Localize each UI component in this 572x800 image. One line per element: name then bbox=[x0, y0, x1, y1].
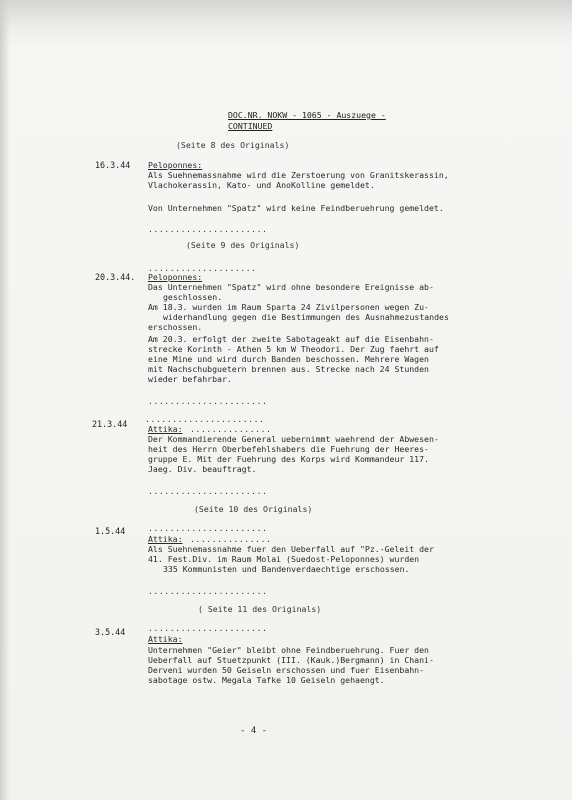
entry-line: Der Kommandierende General uebernimmt waehrend der Abwesen- bbox=[148, 434, 439, 444]
separator-dots: ...................... bbox=[148, 586, 268, 596]
continued-label: CONTINUED bbox=[228, 121, 273, 131]
entry-topic: Attika: bbox=[148, 534, 183, 544]
entry-line: Ueberfall auf Stuetzpunkt (III. (Kauk.)Bergmann) in Chani- bbox=[148, 655, 434, 665]
entry-line: Am 18.3. wurden im Raum Sparta 24 Zivilpersonen wegen Zu- bbox=[148, 302, 429, 312]
separator-dots: ............... bbox=[190, 424, 272, 434]
entry-line: 41. Fest.Div. im Raum Molai (Suedost-Peloponnes) wurden bbox=[148, 554, 420, 564]
entry-line: heit des Herrn Oberbefehlshabers die Fuehrung der Heeres- bbox=[148, 444, 429, 454]
entry-topic: Peloponnes: bbox=[148, 160, 203, 170]
entry-line: Als Suehnemassnahme wird die Zerstoerung von Granitskerassin, bbox=[148, 170, 449, 180]
entry-line: Als Suehnemassnahme fuer den Ueberfall auf "Pz.-Geleit der bbox=[148, 544, 434, 554]
separator-dots: ...................... bbox=[145, 414, 265, 424]
entry-date: 1.5.44 bbox=[95, 526, 126, 536]
original-page-ref: ( Seite 11 des Originals) bbox=[198, 604, 322, 614]
entry-line: Das Unternehmen "Spatz" wird ohne besondere Ereignisse ab- bbox=[148, 282, 434, 292]
separator-dots: ...................... bbox=[148, 523, 268, 533]
separator-dots: ...................... bbox=[148, 623, 268, 633]
entry-line: eine Mine und wird durch Banden beschossen. Mehrere Wagen bbox=[148, 354, 429, 364]
entry-line: strecke Korinth - Athen 5 km W Theodori. Der Zug faehrt auf bbox=[148, 344, 439, 354]
entry-topic: Attika: bbox=[148, 424, 183, 434]
scan-shadow-top bbox=[0, 0, 572, 48]
separator-dots: ...................... bbox=[148, 396, 268, 406]
entry-line: Unternehmen "Geier" bleibt ohne Feindberuehrung. Fuer den bbox=[148, 645, 429, 655]
entry-line: sabotage ostw. Megala Tafke 10 Geiseln gehaengt. bbox=[148, 675, 385, 685]
separator-dots: .................... bbox=[148, 263, 257, 273]
page-number: - 4 - bbox=[240, 726, 268, 736]
original-page-ref: (Seite 10 des Originals) bbox=[194, 504, 313, 514]
entry-topic: Attika: bbox=[148, 634, 183, 644]
original-page-ref: (Seite 9 des Originals) bbox=[186, 240, 300, 250]
separator-dots: ...................... bbox=[148, 224, 268, 234]
separator-dots: ............... bbox=[190, 534, 272, 544]
entry-line: Vlachokerassin, Kato- und AnoKolline gemeldet. bbox=[148, 180, 375, 190]
entry-line: widerhandlung gegen die Bestimmungen des Ausnahmezustandes bbox=[163, 312, 449, 322]
separator-dots: ...................... bbox=[148, 486, 268, 496]
entry-topic: Peloponnes: bbox=[148, 272, 203, 282]
entry-line: gruppe E. Mit der Fuehrung des Korps wird Kommandeur 117. bbox=[148, 454, 429, 464]
scan-shadow-left bbox=[0, 0, 10, 800]
entry-line: wieder befahrbar. bbox=[148, 374, 232, 384]
entry-line: geschlossen. bbox=[163, 292, 223, 302]
entry-date: 20.3.44. bbox=[95, 272, 136, 282]
entry-line: erschossen. bbox=[148, 322, 203, 332]
entry-line: Am 20.3. erfolgt der zweite Sabotageakt auf die Eisenbahn- bbox=[148, 334, 434, 344]
entry-line: 335 Kommunisten und Bandenverdaechtige erschossen. bbox=[163, 564, 410, 574]
entry-line: Jaeg. Div. beauftragt. bbox=[148, 464, 257, 474]
entry-line: mit Nachschubguetern brennen aus. Strecke nach 24 Stunden bbox=[148, 364, 429, 374]
entry-date: 3.5.44 bbox=[95, 627, 126, 637]
doc-number-line: DOC.NR. NOKW - 1065 - Auszuege - bbox=[228, 110, 386, 120]
entry-date: 21.3.44 bbox=[92, 419, 128, 429]
entry-line: Von Unternehmen "Spatz" wird keine Feindberuehrung gemeldet. bbox=[148, 203, 444, 213]
entry-line: Derveni wurden 50 Geiseln erschossen und fuer Eisenbahn- bbox=[148, 665, 425, 675]
original-page-ref: (Seite 8 des Originals) bbox=[176, 140, 290, 150]
entry-date: 16.3.44 bbox=[95, 160, 131, 170]
